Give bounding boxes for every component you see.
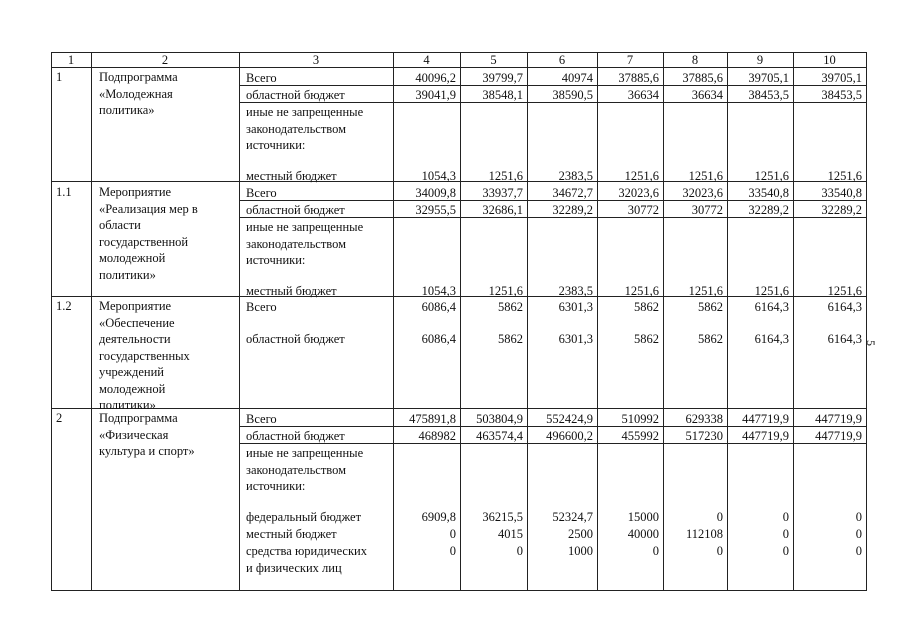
row-name-line: учреждений xyxy=(99,365,164,379)
column-border xyxy=(91,52,92,591)
row-name-line: Мероприятие xyxy=(99,185,172,199)
row-name-line: Мероприятие xyxy=(99,299,172,313)
value-cell: 475891,8 xyxy=(409,412,456,426)
value-cell: 6086,4 xyxy=(421,332,456,346)
value-cell: 2500 xyxy=(568,527,593,541)
source-label: источники: xyxy=(246,479,306,493)
column-border xyxy=(51,52,52,591)
value-cell: 32686,1 xyxy=(482,203,523,217)
row-number: 2 xyxy=(56,411,63,425)
value-cell: 6164,3 xyxy=(827,332,862,346)
row-name-line: «Обеспечение xyxy=(99,315,175,330)
source-label: законодательством xyxy=(246,236,347,251)
source-label: областной бюджет xyxy=(246,429,345,443)
row-name-line: политики» xyxy=(99,267,156,282)
value-cell: 33540,8 xyxy=(748,186,789,200)
value-cell: 6301,3 xyxy=(558,332,593,346)
value-cell: 33540,8 xyxy=(821,186,862,200)
value-cell: 38548,1 xyxy=(482,88,523,102)
value-cell: 0 xyxy=(855,544,862,558)
value-cell: 1251,6 xyxy=(624,169,659,183)
row-name-line: Подпрограмма xyxy=(99,70,178,84)
page-number: 5 xyxy=(864,340,878,346)
value-cell: 1251,6 xyxy=(688,284,723,298)
source-label: иные не запрещенные xyxy=(246,220,364,234)
value-cell: 6301,3 xyxy=(558,300,593,314)
value-cell: 1054,3 xyxy=(421,169,456,183)
source-label: местный бюджет xyxy=(246,527,337,541)
value-cell: 36215,5 xyxy=(482,510,523,524)
source-label: средства юридических xyxy=(246,544,367,558)
source-label: местный бюджет xyxy=(246,284,337,298)
value-cell: 6164,3 xyxy=(754,332,789,346)
header-cell: 7 xyxy=(626,53,634,67)
header-cell: 9 xyxy=(756,53,764,67)
value-cell: 468982 xyxy=(418,429,456,443)
value-cell: 1000 xyxy=(568,544,593,558)
value-cell: 503804,9 xyxy=(476,412,523,426)
value-cell: 1251,6 xyxy=(827,169,862,183)
source-label: законодательством xyxy=(246,462,347,477)
row-name-line: молодежной xyxy=(99,381,166,396)
row-name-line: молодежной xyxy=(99,251,166,265)
value-cell: 496600,2 xyxy=(546,429,593,443)
value-cell: 5862 xyxy=(634,300,659,314)
value-cell: 1251,6 xyxy=(624,284,659,298)
source-label: законодательством xyxy=(246,121,347,136)
value-cell: 34009,8 xyxy=(415,186,456,200)
value-cell: 40974 xyxy=(561,71,593,85)
value-cell: 629338 xyxy=(685,412,723,426)
source-label: Всего xyxy=(246,186,277,200)
value-cell: 0 xyxy=(855,510,862,524)
value-cell: 39705,1 xyxy=(748,71,789,85)
budget-table xyxy=(51,52,866,591)
value-cell: 32289,2 xyxy=(748,203,789,217)
row-name-line: политики» xyxy=(99,398,156,412)
source-label: и физических лиц xyxy=(246,560,342,575)
value-cell: 0 xyxy=(449,544,456,558)
value-cell: 510992 xyxy=(621,412,659,426)
value-cell: 32023,6 xyxy=(682,186,723,200)
value-cell: 0 xyxy=(782,544,789,558)
value-cell: 39705,1 xyxy=(821,71,862,85)
source-label: областной бюджет xyxy=(246,88,345,102)
value-cell: 0 xyxy=(782,510,789,524)
value-cell: 5862 xyxy=(498,300,523,314)
source-label: источники: xyxy=(246,253,306,267)
value-cell: 517230 xyxy=(685,429,723,443)
value-cell: 112108 xyxy=(685,527,723,541)
value-cell: 38453,5 xyxy=(821,88,862,102)
header-cell: 3 xyxy=(312,53,320,67)
value-cell: 6164,3 xyxy=(754,300,789,314)
source-label: источники: xyxy=(246,138,306,152)
value-cell: 33937,7 xyxy=(482,186,523,200)
header-cell: 8 xyxy=(691,53,699,67)
value-cell: 1251,6 xyxy=(688,169,723,183)
value-cell: 0 xyxy=(449,527,456,541)
value-cell: 34672,7 xyxy=(552,186,593,200)
value-cell: 37885,6 xyxy=(682,71,723,85)
value-cell: 40000 xyxy=(627,527,659,541)
row-number: 1 xyxy=(56,70,63,84)
value-cell: 447719,9 xyxy=(815,412,862,426)
value-cell: 4015 xyxy=(498,527,523,541)
value-cell: 1251,6 xyxy=(754,284,789,298)
source-label: иные не запрещенные xyxy=(246,105,364,119)
source-label: областной бюджет xyxy=(246,332,345,346)
value-cell: 5862 xyxy=(634,332,659,346)
column-border xyxy=(866,52,867,591)
source-label: иные не запрещенные xyxy=(246,446,364,460)
row-border xyxy=(51,590,866,591)
value-cell: 30772 xyxy=(627,203,659,217)
value-cell: 0 xyxy=(855,527,862,541)
value-cell: 2383,5 xyxy=(558,284,593,298)
value-cell: 455992 xyxy=(621,429,659,443)
value-cell: 6909,8 xyxy=(421,510,456,524)
source-label: областной бюджет xyxy=(246,203,345,217)
value-cell: 30772 xyxy=(691,203,723,217)
value-cell: 1251,6 xyxy=(827,284,862,298)
value-cell: 0 xyxy=(516,544,523,558)
value-cell: 5862 xyxy=(498,332,523,346)
row-name-line: «Молодежная xyxy=(99,86,173,101)
value-cell: 0 xyxy=(782,527,789,541)
value-cell: 15000 xyxy=(627,510,659,524)
header-cell: 5 xyxy=(490,53,497,67)
value-cell: 32289,2 xyxy=(552,203,593,217)
row-border xyxy=(51,408,866,409)
value-cell: 40096,2 xyxy=(415,71,456,85)
value-cell: 39799,7 xyxy=(482,71,523,85)
value-cell: 6164,3 xyxy=(827,300,862,314)
value-cell: 1251,6 xyxy=(754,169,789,183)
source-label: Всего xyxy=(246,412,277,426)
value-cell: 1251,6 xyxy=(488,284,523,298)
header-cell: 6 xyxy=(558,53,566,67)
value-cell: 463574,4 xyxy=(476,429,523,443)
row-name-line: «Физическая xyxy=(99,427,169,442)
row-name-line: Подпрограмма xyxy=(99,411,178,425)
value-cell: 32955,5 xyxy=(415,203,456,217)
row-name-line: государственной xyxy=(99,234,189,249)
row-name-line: государственных xyxy=(99,348,190,363)
value-cell: 0 xyxy=(652,544,659,558)
value-cell: 6086,4 xyxy=(421,300,456,314)
source-label: Всего xyxy=(246,300,277,314)
value-cell: 5862 xyxy=(698,300,723,314)
value-cell: 1251,6 xyxy=(488,169,523,183)
row-name-line: деятельности xyxy=(99,332,171,346)
value-cell: 552424,9 xyxy=(546,412,593,426)
value-cell: 0 xyxy=(716,510,723,524)
source-label: федеральный бюджет xyxy=(246,510,362,524)
row-name-line: «Реализация мер в xyxy=(99,201,198,216)
source-label: Всего xyxy=(246,71,277,85)
value-cell: 37885,6 xyxy=(618,71,659,85)
value-cell: 5862 xyxy=(698,332,723,346)
value-cell: 32023,6 xyxy=(618,186,659,200)
header-cell: 2 xyxy=(161,53,169,67)
header-cell: 1 xyxy=(67,53,75,67)
row-name-line: культура и спорт» xyxy=(99,444,195,458)
value-cell: 52324,7 xyxy=(552,510,593,524)
row-number: 1.2 xyxy=(56,299,72,313)
value-cell: 447719,9 xyxy=(742,412,789,426)
value-cell: 38453,5 xyxy=(748,88,789,102)
value-cell: 447719,9 xyxy=(815,429,862,443)
value-cell: 36634 xyxy=(627,88,659,102)
header-cell: 10 xyxy=(823,53,836,67)
row-number: 1.1 xyxy=(56,185,72,199)
value-cell: 32289,2 xyxy=(821,203,862,217)
value-cell: 1054,3 xyxy=(421,284,456,298)
value-cell: 0 xyxy=(716,544,723,558)
value-cell: 2383,5 xyxy=(558,169,593,183)
value-cell: 447719,9 xyxy=(742,429,789,443)
value-cell: 36634 xyxy=(691,88,723,102)
row-name-line: области xyxy=(99,218,141,232)
source-label: местный бюджет xyxy=(246,169,337,183)
value-cell: 38590,5 xyxy=(552,88,593,102)
row-name-line: политика» xyxy=(99,103,155,117)
column-border xyxy=(239,52,240,591)
value-cell: 39041,9 xyxy=(415,88,456,102)
header-cell: 4 xyxy=(423,53,430,67)
